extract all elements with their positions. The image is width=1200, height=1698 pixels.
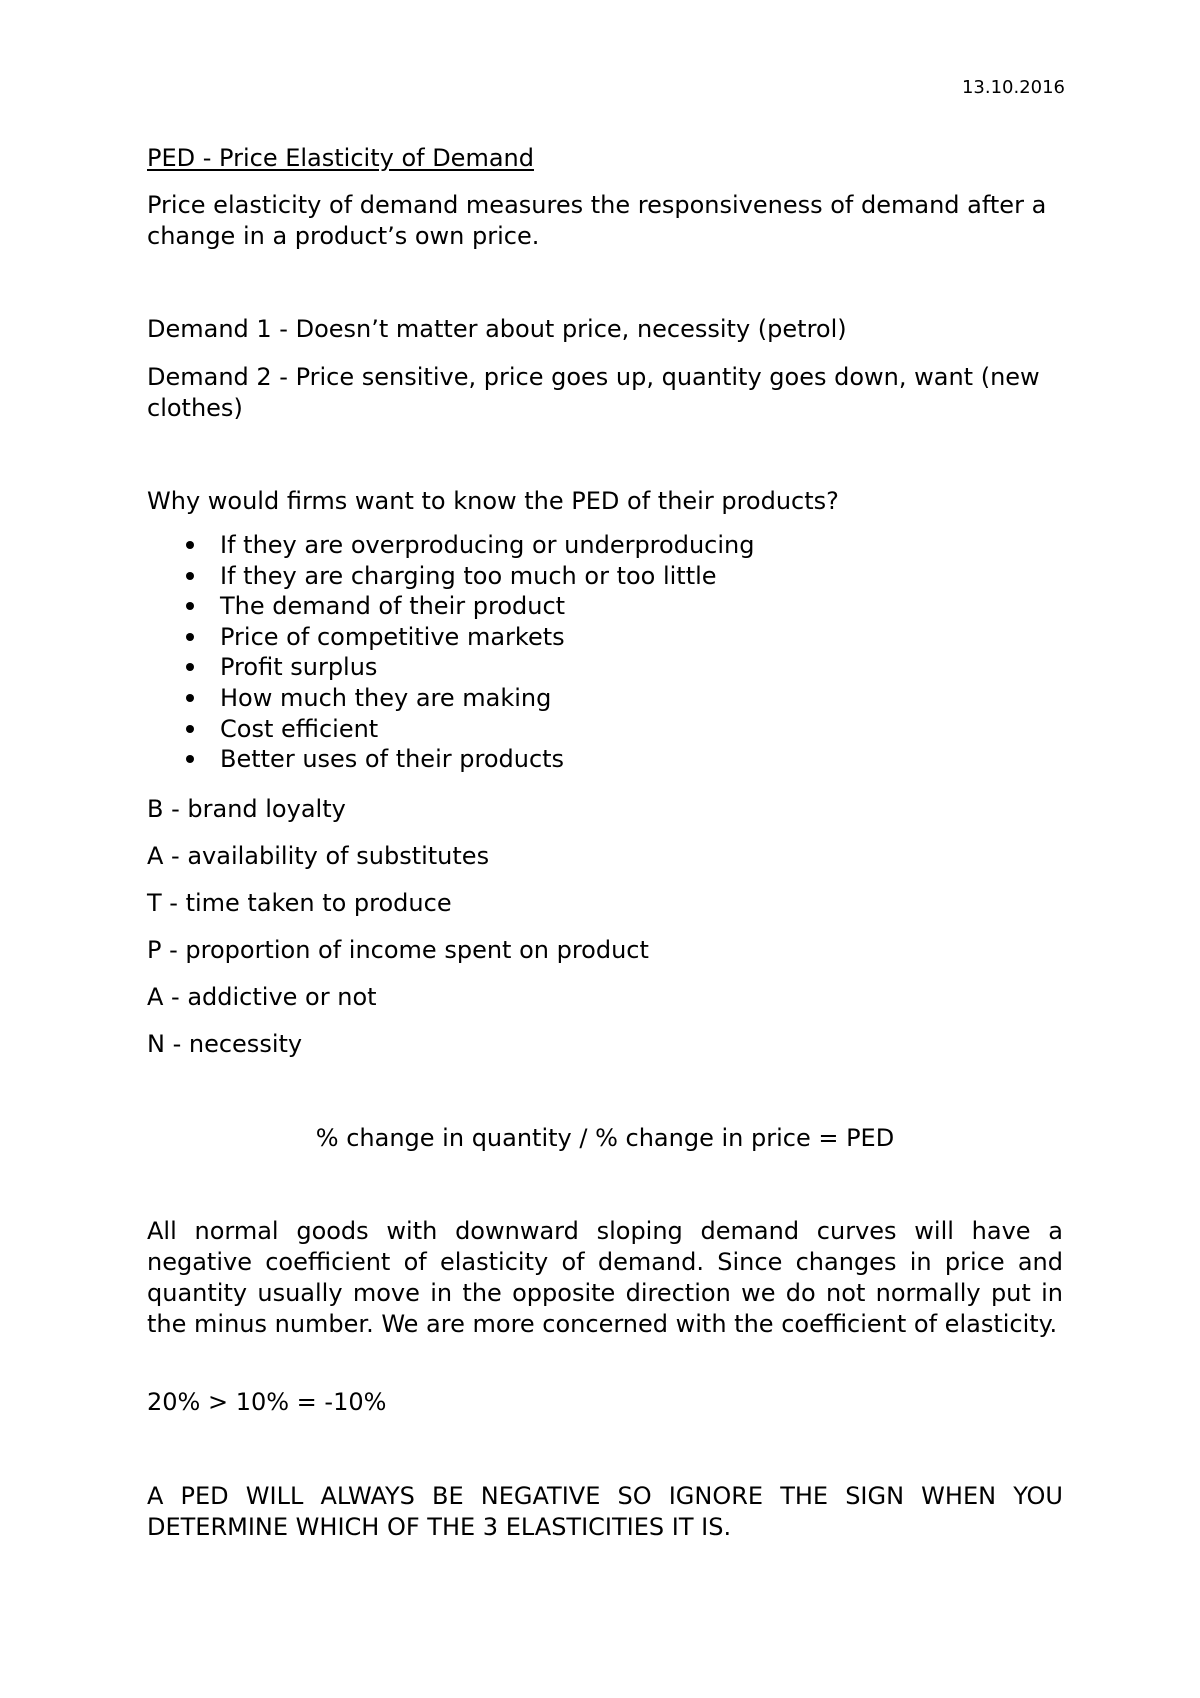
reasons-list	[147, 530, 754, 775]
batpan-line: A - availability of substitutes	[147, 842, 490, 870]
batpan-line: N - necessity	[147, 1030, 303, 1058]
conclusion-paragraph: A PED WILL ALWAYS BE NEGATIVE SO IGNORE THE SIGN WHEN YOU DETERMINE WHICH OF THE 3 ELASTICITIES IT IS.	[147, 1482, 1063, 1541]
list-item: Cost efficient	[147, 714, 754, 745]
ped-formula: % change in quantity / % change in price = PED	[315, 1124, 895, 1152]
list-item: Price of competitive markets	[147, 622, 754, 653]
page-title: PED - Price Elasticity of Demand	[147, 144, 534, 172]
normal-goods-paragraph: All normal goods with downward sloping demand curves will have a negative coefficient of elasticity of demand. Since changes in price and quantity usually move in the opposite direction we do not normally put in the minus number. We are more concerned with the coefficient of elasticity.	[147, 1217, 1063, 1338]
batpan-line: T - time taken to produce	[147, 889, 452, 917]
batpan-line: B - brand loyalty	[147, 795, 346, 823]
list-item: If they are overproducing or underproducing	[147, 530, 754, 561]
question-line: Why would firms want to know the PED of their products?	[147, 487, 839, 515]
batpan-line: A - addictive or not	[147, 983, 377, 1011]
example-line: 20% > 10% = -10%	[147, 1388, 387, 1416]
list-item: How much they are making	[147, 683, 754, 714]
list-item: Profit surplus	[147, 652, 754, 683]
list-item: If they are charging too much or too little	[147, 561, 754, 592]
list-item: The demand of their product	[147, 591, 754, 622]
document-date: 13.10.2016	[961, 77, 1065, 98]
demand-2-line: Demand 2 - Price sensitive, price goes up, quantity goes down, want (new clothes)	[147, 363, 1040, 422]
list-item: Better uses of their products	[147, 744, 754, 775]
definition-paragraph: Price elasticity of demand measures the responsiveness of demand after a change in a product’s own price.	[147, 191, 1047, 250]
demand-1-line: Demand 1 - Doesn’t matter about price, necessity (petrol)	[147, 315, 847, 343]
batpan-line: P - proportion of income spent on product	[147, 936, 649, 964]
